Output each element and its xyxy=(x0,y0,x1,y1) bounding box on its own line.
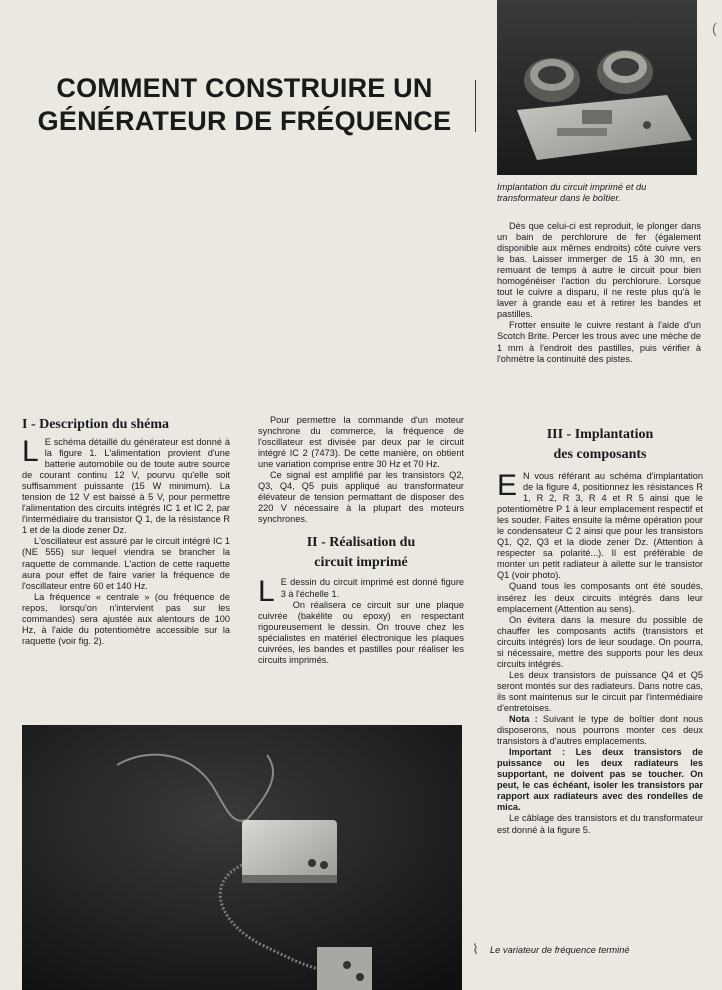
paragraph-text: E dessin du circuit imprimé est donné figure 3 à l'échelle 1. xyxy=(280,577,464,599)
paragraph: La fréquence « centrale » (ou fréquence de repos, lorsqu'on n'intervient pas sur les commandes) sera ajustée aux alentours de 100 Hz, à l'aide du potentiomètre accessible sur la raquette (voir fig. 2). xyxy=(22,591,230,646)
top-photo xyxy=(497,0,697,175)
article-title-line1: COMMENT CONSTRUIRE UN xyxy=(56,73,433,103)
paragraph-text: Suivant le type de boîtier dont nous disposerons, nous pourrons monter ces deux transistors à d'autres emplacements. xyxy=(497,714,703,747)
bottom-photo-caption xyxy=(470,945,710,956)
paragraph xyxy=(497,714,703,747)
section-heading xyxy=(258,533,464,573)
bottom-photo xyxy=(22,725,462,990)
column-2 xyxy=(258,415,464,666)
paragraph xyxy=(22,437,230,536)
drop-cap: E xyxy=(497,469,518,502)
drop-cap: L xyxy=(22,435,39,468)
paragraph: Pour permettre la commande d'un moteur synchrone du commerce, la fréquence de l'oscillateur est divisée par deux par le circuit intégré IC 2 (7473). De cette manière, on obtient une variation comprise entre 30 Hz et 70 Hz. xyxy=(258,415,464,470)
paragraph: Ce signal est amplifié par les transistors Q2, Q3, Q4, Q5 puis appliqué au transformateur élévateur de tension permattant de disposer des 220 V nécessaire à la plupart des moteurs synchrones. xyxy=(258,470,464,525)
right-column-intro xyxy=(497,221,701,365)
important-label: Important : xyxy=(509,747,566,758)
column-divider xyxy=(475,80,476,132)
paragraph xyxy=(497,747,703,813)
scroll-ornament-icon: ⌇ xyxy=(472,941,479,957)
paragraph: Les deux transistors de puissance Q4 et Q5 seront montés sur des radiateurs. Dans notre cas, ils sont maintenus sur le circuit par l'intermédiaire d'entretoises. xyxy=(497,669,703,713)
paragraph: On réalisera ce circuit sur une plaque cuivrée (bakélite ou epoxy) en respectant rigoureusement le dessin. On trouve chez les spécialistes en matériel électronique les plaques cuivrées, les bandes et pastilles pour réaliser les circuits imprimés. xyxy=(258,599,464,665)
drop-cap: L xyxy=(258,575,275,609)
column-3 xyxy=(497,425,703,836)
corner-mark: ( xyxy=(712,20,717,36)
paragraph: L'oscillateur est assuré par le circuit intégré IC 1 (NE 555) sur lequel viendra se brancher la raquette de commande. L'action de cette raquette aura pour effet de faire varier la fréquence de l'oscillateur entre 60 et 140 Hz. xyxy=(22,536,230,591)
paragraph: Frotter ensuite le cuivre restant à l'aide d'un Scotch Brite. Percer les trous avec une mèche de 1 mm à l'endroit des pastilles, puis vérifier à l'ohmètre la continuité des pistes. xyxy=(497,320,701,364)
top-photo-caption: Implantation du circuit imprimé et du transformateur dans le boîtier. xyxy=(497,182,647,203)
paragraph: Quand tous les composants ont été soudés, insérez les deux circuits intégrés dans leur emplacement (Attention au sens). xyxy=(497,581,703,614)
section-heading xyxy=(497,425,703,465)
paragraph-text: Les deux transistors de puissance ou les deux radiateurs les supportant, ne doivent pas se toucher. On peut, le cas échéant, isoler les transistors par rapport aux radiateurs avec des rondelles de mica. xyxy=(497,747,703,813)
bottom-photo-caption-text: Le variateur de fréquence terminé xyxy=(490,945,630,955)
paragraph-text: N vous référant au schéma d'implantation de la figure 4, positionnez les résistances R 1, R 2, R 3, R 4 et R 5 ainsi que le potentiomètre P 1 à leur emplacement respectif et les souder. Faites ensuite la même opération pour le condensateur C 2 ainsi que pour les transistors Q1, Q2, Q3 et la diode zener Dz. (Attention à respecter sa polarité...). Il est préférable de monter un petit radiateur à ailette sur le transistor Q1 (voir photo). xyxy=(497,471,703,581)
article-title-line2: GÉNÉRATEUR DE FRÉQUENCE xyxy=(37,106,452,136)
section-heading-line2: circuit imprimé xyxy=(314,555,408,571)
paragraph: On évitera dans la mesure du possible de chauffer les composants actifs (transistors et circuits intégrés) lors de leur soudage. On pourra, si nécessaire, mettre des supports pour les deux circuits intégrés. xyxy=(497,614,703,669)
nota-label: Nota : xyxy=(509,714,538,725)
section-heading-line1: III - Implantation xyxy=(546,427,654,442)
section-heading-line1: II - Réalisation du xyxy=(306,535,416,551)
section-heading: I - Description du shéma xyxy=(22,417,170,432)
article-title xyxy=(22,72,467,138)
paragraph: Le câblage des transistors et du transformateur est donné à la figure 5. xyxy=(497,813,703,835)
section-heading-line2: des composants xyxy=(553,447,647,462)
column-1 xyxy=(22,415,230,647)
paragraph xyxy=(258,575,464,609)
paragraph-text: E schéma détaillé du générateur est donné à la figure 1. L'alimentation provient d'une batterie automobile ou de toute autre source de courant continu 12 V, pourvu qu'elle soit suffisamment puissante (15 W minimum). La tension de 12 V est baissé à 5 V, pour permettre l'alimentation des circuits intégrés IC 1 et IC 2, par l'intermédiaire du transistor Q 1, de la résistance R 1 et de la diode zener Dz. xyxy=(22,437,230,536)
paragraph: Dès que celui-ci est reproduit, le plonger dans un bain de perchlorure de fer (également disponible aux mêmes endroits) côté cuivre vers le bas. Laisser immerger de 15 à 30 mn, en remuant de temps à autre le circuit pour bien homogénéiser l'action du perchlorure. Lorsque tout le cuivre a disparu, il ne reste plus qu'à le laver à grande eau et à retirer les bandes et pastilles. xyxy=(497,221,701,320)
paragraph xyxy=(497,471,703,581)
